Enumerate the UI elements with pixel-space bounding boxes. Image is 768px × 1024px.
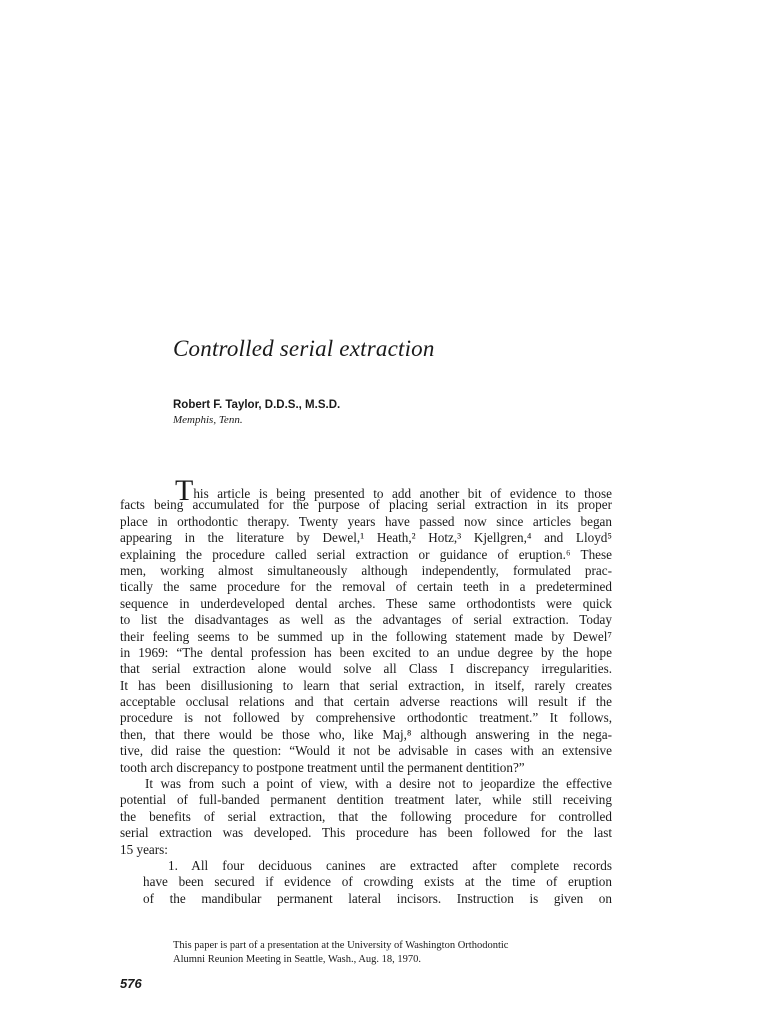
body-line: men, working almost simultaneously although independently, formulated prac- [120, 562, 612, 578]
body-line: then, that there would be those who, like Maj,⁸ although answering in the nega- [120, 726, 612, 742]
body-line: tooth arch discrepancy to postpone treatment until the permanent dentition?” [120, 759, 525, 775]
body-line: in 1969: “The dental profession has been excited to an undue degree by the hope [120, 644, 612, 660]
body-line: sequence in underdeveloped dental arches. These same orthodontists were quick [120, 595, 612, 611]
body-line: potential of full-banded permanent dentition treatment later, while still receiving [120, 792, 612, 808]
body-line: It was from such a point of view, with a desire not to jeopardize the effective [145, 776, 612, 792]
list-item-line: of the mandibular permanent lateral incisors. Instruction is given on [143, 890, 612, 906]
body-line: the benefits of serial extraction, that the following procedure for controlled [120, 808, 612, 824]
body-line: It has been disillusioning to learn that serial extraction, in itself, rarely creates [120, 677, 612, 693]
body-line: procedure is not followed by comprehensive orthodontic treatment.” It follows, [120, 710, 612, 726]
body-line: facts being accumulated for the purpose of placing serial extraction in its proper [120, 497, 612, 513]
body-line: 15 years: [120, 841, 168, 857]
list-item-line: have been secured if evidence of crowding exists at the time of eruption [143, 874, 612, 890]
body-line: acceptable occlusal relations and that certain adverse reactions will result if the [120, 694, 612, 710]
body-line: serial extraction was developed. This procedure has been followed for the last [120, 825, 612, 841]
body-line: to list the disadvantages as well as the advantages of serial extraction. Today [120, 612, 612, 628]
body-line: tically the same procedure for the removal of certain teeth in a predetermined [120, 579, 612, 595]
list-item-line: 1. All four deciduous canines are extracted after complete records [168, 858, 612, 874]
body-line: explaining the procedure called serial extraction or guidance of eruption.⁶ These [120, 546, 612, 562]
body-line: This article is being presented to add another bit of evidence to those [175, 474, 612, 507]
footnote-line: This paper is part of a presentation at the University of Washington Orthodontic [173, 940, 509, 951]
footnote-line: Alumni Reunion Meeting in Seattle, Wash., Aug. 18, 1970. [173, 953, 422, 965]
drop-cap: T [175, 474, 194, 507]
body-line: place in orthodontic therapy. Twenty years have passed now since articles began [120, 513, 612, 529]
body-line: their feeling seems to be summed up in the following statement made by Dewel⁷ [120, 628, 612, 644]
page-number: 576 [120, 976, 142, 991]
article-body [120, 474, 612, 907]
body-line: appearing in the literature by Dewel,¹ Heath,² Hotz,³ Kjellgren,⁴ and Lloyd⁵ [120, 530, 612, 546]
footnote [173, 939, 613, 966]
body-line: that serial extraction alone would solve all Class I discrepancy irregularities. [120, 661, 612, 677]
body-line: tive, did raise the question: “Would it not be advisable in cases with an extensive [120, 743, 612, 759]
author-name: Robert F. Taylor, D.D.S., M.S.D. [173, 399, 341, 411]
article-title: Controlled serial extraction [173, 336, 435, 361]
author-location: Memphis, Tenn. [173, 414, 243, 426]
